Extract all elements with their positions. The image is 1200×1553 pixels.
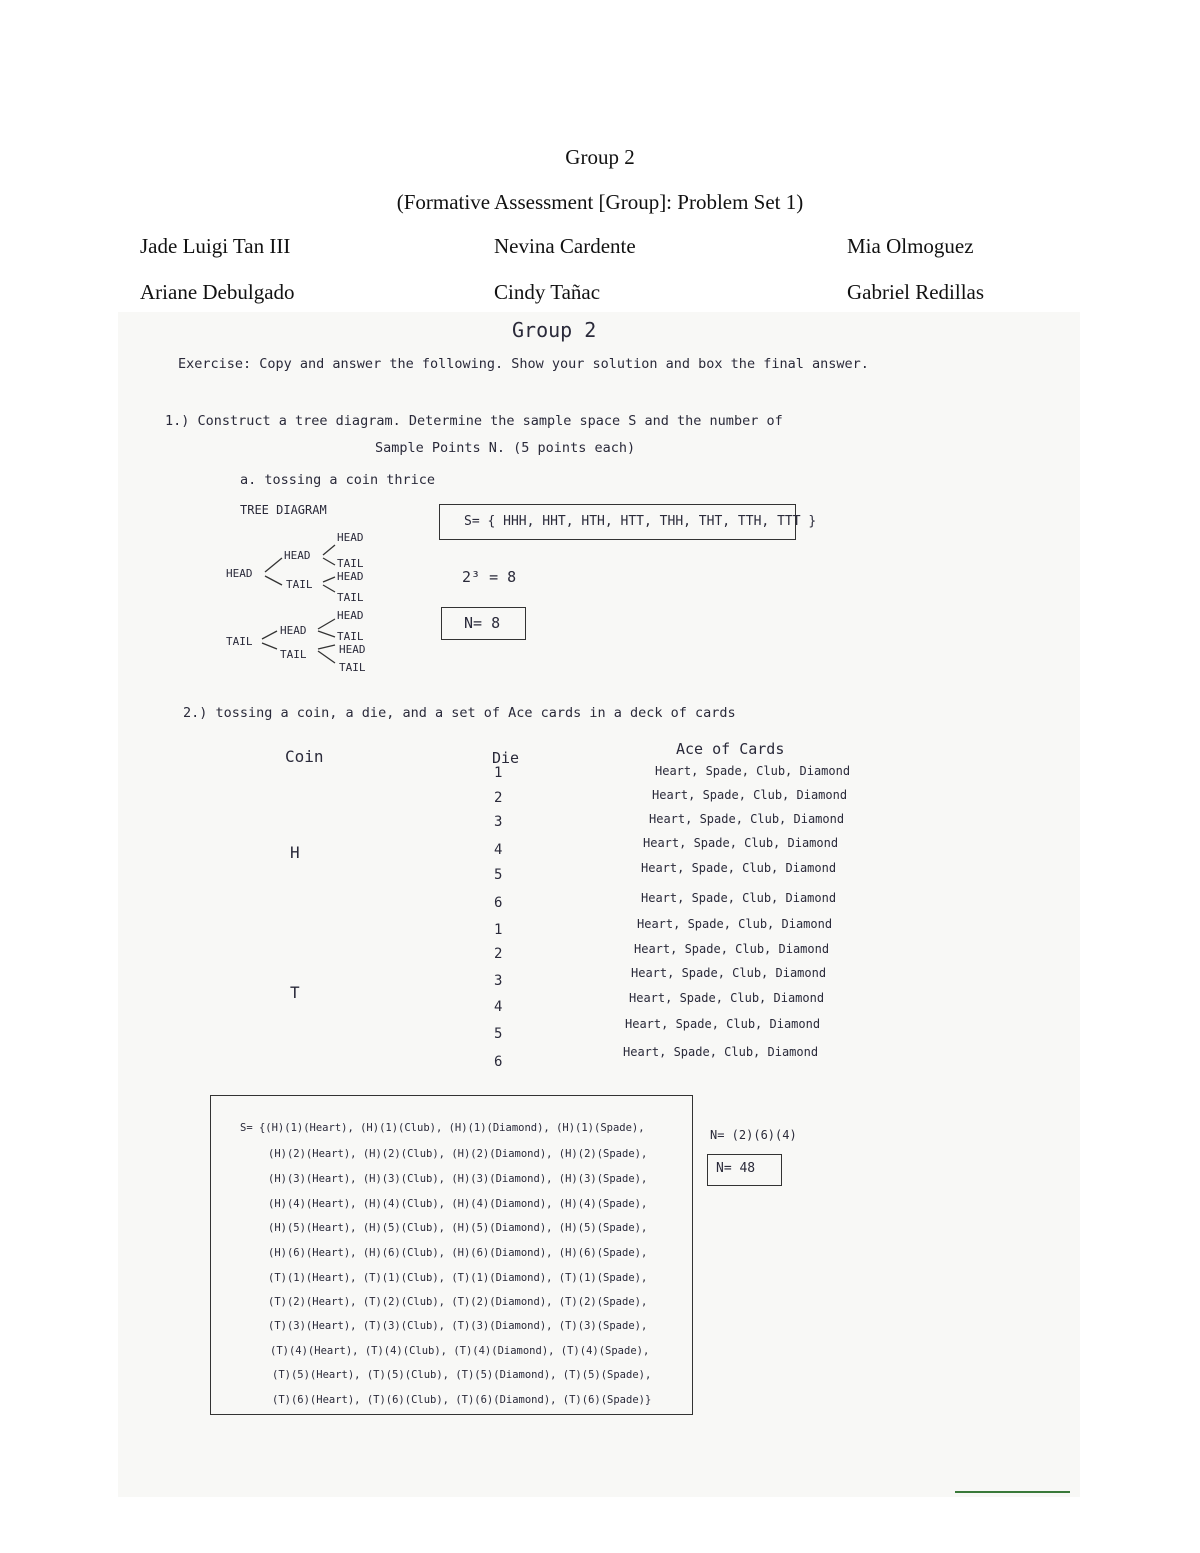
tree-node: HEAD	[339, 643, 366, 656]
scan-edge-mark	[955, 1491, 1070, 1493]
tree-node: TAIL	[280, 648, 307, 661]
tree-node: TAIL	[339, 661, 366, 674]
die-value: 1	[494, 922, 503, 938]
die-value: 2	[494, 790, 503, 806]
exercise-instruction: Exercise: Copy and answer the following. Show your solution and box the final answer.	[178, 356, 869, 372]
tree-node: TAIL	[226, 635, 253, 648]
die-value: 6	[494, 895, 503, 911]
member-name: Cindy Tañac	[494, 280, 601, 304]
question-1: 1.) Construct a tree diagram. Determine the sample space S and the number of	[165, 413, 783, 429]
ace-cards-row: Heart, Spade, Club, Diamond	[634, 942, 830, 956]
tree-node: HEAD	[337, 609, 364, 622]
ace-cards-row: Heart, Spade, Club, Diamond	[641, 891, 837, 905]
member-name: Jade Luigi Tan III	[140, 234, 291, 258]
column-ace-of-cards: Ace of Cards	[676, 740, 785, 758]
n-answer-1: N= 8	[464, 614, 501, 632]
sample-space-line: (T)(2)(Heart), (T)(2)(Club), (T)(2)(Diamond), (T)(2)(Spade),	[268, 1296, 648, 1308]
ace-cards-row: Heart, Spade, Club, Diamond	[649, 812, 845, 826]
sample-space-line: (H)(5)(Heart), (H)(5)(Club), (H)(5)(Diamond), (H)(5)(Spade),	[268, 1222, 648, 1234]
member-name: Gabriel Redillas	[847, 280, 985, 304]
ace-cards-row: Heart, Spade, Club, Diamond	[641, 861, 837, 875]
question-2: 2.) tossing a coin, a die, and a set of Ace cards in a deck of cards	[183, 705, 736, 721]
tree-diagram	[220, 525, 420, 675]
n-answer-2: N= 48	[716, 1161, 756, 1176]
column-die: Die	[492, 749, 520, 767]
calculation-2: N= (2)(6)(4)	[710, 1128, 797, 1142]
page-title: Group 2	[565, 145, 635, 169]
ace-cards-row: Heart, Spade, Club, Diamond	[625, 1017, 821, 1031]
question-1-points: Sample Points N. (5 points each)	[375, 440, 636, 456]
die-value: 4	[494, 999, 503, 1015]
tree-node: HEAD	[337, 570, 364, 583]
coin-tails: T	[290, 983, 300, 1002]
ace-cards-row: Heart, Spade, Club, Diamond	[652, 788, 848, 802]
sample-space-1: S= { HHH, HHT, HTH, HTT, THH, THT, TTH, TTT }	[464, 514, 817, 529]
sample-space-line: (T)(3)(Heart), (T)(3)(Club), (T)(3)(Diamond), (T)(3)(Spade),	[268, 1320, 648, 1332]
ace-cards-row: Heart, Spade, Club, Diamond	[643, 836, 839, 850]
question-1a: a. tossing a coin thrice	[240, 472, 436, 488]
coin-heads: H	[290, 843, 300, 862]
die-value: 3	[494, 814, 503, 830]
die-value: 6	[494, 1054, 503, 1070]
sample-space-line: (H)(4)(Heart), (H)(4)(Club), (H)(4)(Diamond), (H)(4)(Spade),	[268, 1198, 648, 1210]
column-coin: Coin	[285, 747, 324, 766]
die-value: 3	[494, 973, 503, 989]
tree-node: HEAD	[226, 567, 253, 580]
handwritten-group-label: Group 2	[512, 318, 597, 342]
page-subtitle: (Formative Assessment [Group]: Problem Set 1)	[396, 190, 804, 214]
member-name: Mia Olmoguez	[847, 234, 974, 258]
sample-space-line: S= {(H)(1)(Heart), (H)(1)(Club), (H)(1)(Diamond), (H)(1)(Spade),	[240, 1122, 645, 1134]
tree-node: TAIL	[337, 630, 364, 643]
calculation-1: 2³ = 8	[462, 568, 517, 586]
sample-space-line: (H)(6)(Heart), (H)(6)(Club), (H)(6)(Diamond), (H)(6)(Spade),	[268, 1247, 648, 1259]
tree-node: HEAD	[337, 531, 364, 544]
member-name: Nevina Cardente	[494, 234, 636, 258]
tree-diagram-label: TREE DIAGRAM	[240, 503, 327, 517]
tree-node: TAIL	[337, 591, 364, 604]
ace-cards-row: Heart, Spade, Club, Diamond	[623, 1045, 819, 1059]
sample-space-line: (H)(3)(Heart), (H)(3)(Club), (H)(3)(Diamond), (H)(3)(Spade),	[268, 1173, 648, 1185]
tree-node: HEAD	[284, 549, 311, 562]
sample-space-line: (T)(5)(Heart), (T)(5)(Club), (T)(5)(Diamond), (T)(5)(Spade),	[272, 1369, 652, 1381]
die-value: 5	[494, 867, 503, 883]
tree-node: TAIL	[286, 578, 313, 591]
ace-cards-row: Heart, Spade, Club, Diamond	[637, 917, 833, 931]
ace-cards-row: Heart, Spade, Club, Diamond	[631, 966, 827, 980]
sample-space-line: (T)(6)(Heart), (T)(6)(Club), (T)(6)(Diamond), (T)(6)(Spade)}	[272, 1394, 652, 1406]
tree-node: HEAD	[280, 624, 307, 637]
die-value: 2	[494, 946, 503, 962]
tree-branches	[220, 525, 420, 675]
die-value: 4	[494, 842, 503, 858]
sample-space-line: (H)(2)(Heart), (H)(2)(Club), (H)(2)(Diamond), (H)(2)(Spade),	[268, 1148, 648, 1160]
member-name: Ariane Debulgado	[140, 280, 295, 304]
sample-space-line: (T)(1)(Heart), (T)(1)(Club), (T)(1)(Diamond), (T)(1)(Spade),	[268, 1272, 648, 1284]
ace-cards-row: Heart, Spade, Club, Diamond	[655, 764, 851, 778]
die-value: 5	[494, 1026, 503, 1042]
sample-space-line: (T)(4)(Heart), (T)(4)(Club), (T)(4)(Diamond), (T)(4)(Spade),	[270, 1345, 650, 1357]
ace-cards-row: Heart, Spade, Club, Diamond	[629, 991, 825, 1005]
die-value: 1	[494, 765, 503, 781]
tree-node: TAIL	[337, 557, 364, 570]
